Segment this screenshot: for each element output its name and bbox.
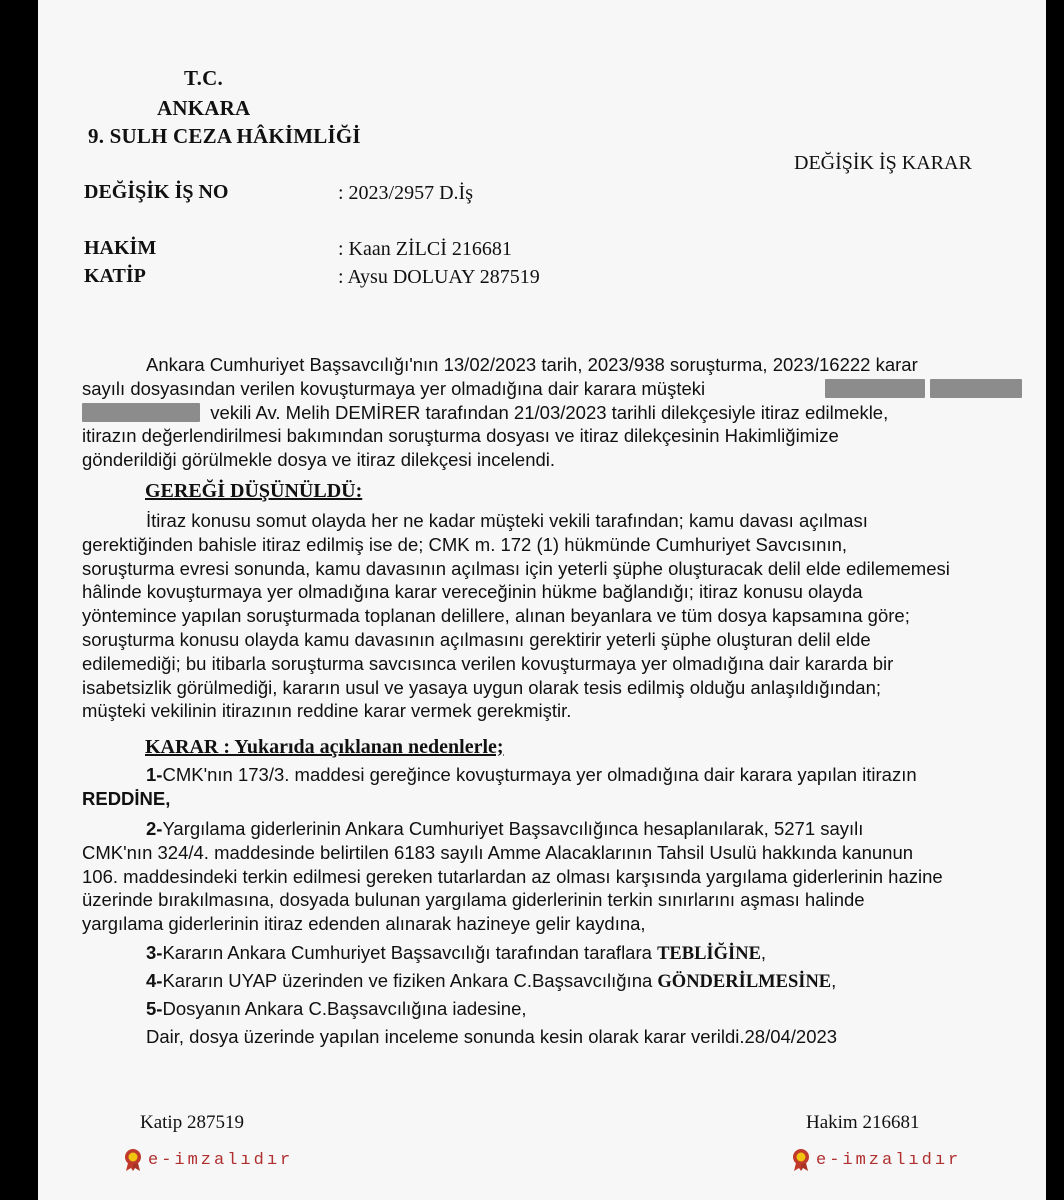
stamp-label: e-imzalıdır [816, 1150, 962, 1170]
item-text: Kararın UYAP üzerinden ve fiziken Ankara C.Başsavcılığına [162, 970, 653, 991]
item-number: 3- [146, 942, 163, 963]
judge-label: HAKİM [84, 237, 157, 259]
intro-line: Ankara Cumhuriyet Başsavcılığı'nın 13/02/2023 tarih, 2023/938 soruşturma, 2023/16222 karar [146, 354, 918, 375]
item-line: CMK'nın 324/4. maddesinde belirtilen 6183 sayılı Amme Alacaklarının Tahsil Usulü hakkında kanunun [82, 841, 914, 863]
item-tail: , [760, 942, 767, 963]
document-type: DEĞİŞİK İŞ KARAR [794, 152, 972, 174]
reasoning-line: gerektiğinden bahisle itiraz edilmiş ise de; CMK m. 172 (1) hükmünde Cumhuriyet Savcısının, [82, 533, 848, 555]
reasoning-line: hâlinde kovuşturmaya yer olmadığına karar vereceğinin hükme bağlandığı; itiraz konusu olayda [82, 581, 863, 603]
document-page [38, 0, 1046, 1200]
decision-item-5 [146, 997, 527, 1021]
intro-line: sayılı dosyasından verilen kovuşturmaya yer olmadığına dair karara müşteki [82, 377, 706, 399]
item-text: Kararın Ankara Cumhuriyet Başsavcılığı tarafından taraflara [162, 942, 652, 963]
item-text: CMK'nın 173/3. maddesi gereğince kovuşturmaya yer olmadığına dair karara yapılan itirazın [162, 764, 917, 785]
signature-judge: Hakim 216681 [806, 1112, 920, 1133]
item-bold-text: GÖNDERİLMESİNE [657, 972, 832, 992]
reasoning-line: soruşturma konusu olayda kamu davasının açılmasını gerektirir yeterli şüphe oluşturan delil elde [82, 628, 871, 650]
intro-line: gönderildiği görülmekle dosya ve itiraz dilekçesi incelendi. [82, 449, 556, 471]
decision-item-3 [146, 941, 766, 967]
intro-line-3 [82, 401, 1022, 425]
header-city: ANKARA [157, 96, 251, 120]
e-signature-stamp-judge [790, 1148, 961, 1172]
redaction-block [82, 403, 200, 422]
clerk-value: : Aysu DOLUAY 287519 [338, 266, 540, 288]
stamp-label: e-imzalıdır [148, 1150, 294, 1170]
seal-icon [790, 1148, 812, 1172]
signature-clerk: Katip 287519 [140, 1112, 244, 1133]
item-line: üzerinde bırakılmasına, dosyada bulunan yargılama giderlerinin terkin sınırlarını aşması halinde [82, 889, 865, 911]
header-tc: T.C. [184, 66, 223, 90]
intro-paragraph [82, 353, 1022, 472]
item-number: 2- [146, 818, 163, 839]
scan-edge-right [1046, 0, 1064, 1200]
header-court: 9. SULH CEZA HÂKİMLİĞİ [88, 124, 361, 148]
judge-value: : Kaan ZİLCİ 216681 [338, 238, 512, 260]
intro-line-2 [82, 377, 1022, 401]
reasoning-line: müşteki vekilinin itirazının reddine karar vermek gerekmiştir. [82, 700, 572, 722]
item-line [82, 817, 1022, 841]
reasoning-line: soruşturma evresi sonunda, kamu davasının açılması için yeterli şüphe oluşturacak delil elde edilememesi [82, 557, 950, 579]
seal-icon [122, 1148, 144, 1172]
section-heading: GEREĞİ DÜŞÜNÜLDÜ: [145, 480, 363, 502]
item-line: 106. maddesindeki terkin edilmesi gereken tutarlardan az olması karşısında yargılama giderlerinin hazine [82, 865, 943, 887]
item-number: 5- [146, 998, 163, 1019]
e-signature-stamp-clerk [122, 1148, 293, 1172]
item-tail: , [831, 970, 837, 991]
item-bold-text: REDDİNE, [82, 787, 171, 809]
item-text: Yargılama giderlerinin Ankara Cumhuriyet Başsavcılığınca hesaplanılarak, 5271 sayılı [162, 818, 864, 839]
redaction-block [825, 379, 925, 398]
reasoning-line: yöntemince yapılan soruşturmada toplanan delillere, alınan beyanlara ve tüm dosya kapsamına göre; [82, 605, 910, 627]
case-no-value: : 2023/2957 D.İş [338, 182, 473, 204]
reasoning-line: edilemediği; bu itibarla soruşturma savcısınca verilen kovuşturmaya yer olmadığına dair kararda bir [82, 652, 894, 674]
item-bold-text: TEBLİĞİNE [657, 944, 761, 964]
scan-edge-left [0, 0, 38, 1200]
item-number: 4- [146, 970, 163, 991]
case-no-label: DEĞİŞİK İŞ NO [84, 181, 229, 203]
item-line [82, 763, 1022, 787]
item-line: yargılama giderlerinin itiraz edenden alınarak hazineye gelir kaydına, [82, 913, 646, 935]
decision-item-2 [82, 817, 1022, 936]
item-number: 1- [146, 764, 163, 785]
decision-item-4 [146, 969, 836, 995]
decision-item-1 [82, 763, 1022, 811]
intro-line: vekili Av. Melih DEMİRER tarafından 21/03/2023 tarihli dilekçesiyle itiraz edilmekle, [210, 401, 889, 423]
closing-line: Dair, dosya üzerinde yapılan inceleme sonunda kesin olarak karar verildi.28/04/2023 [146, 1026, 838, 1047]
intro-line: itirazın değerlendirilmesi bakımından soruşturma dosyası ve itiraz dilekçesinin Hakimliğimize [82, 425, 839, 447]
clerk-label: KATİP [84, 265, 146, 287]
reasoning-line: İtiraz konusu somut olayda her ne kadar müşteki vekili tarafından; kamu davası açılması [146, 510, 868, 531]
reasoning-line: isabetsizlik görülmediği, kararın usul ve yasaya uygun olarak tesis edilmiş olduğu anlaşıldığından; [82, 676, 882, 698]
redaction-block [930, 379, 1022, 398]
redaction-group [825, 377, 1022, 401]
reasoning-paragraph [82, 509, 1022, 723]
decision-heading: KARAR : Yukarıda açıklanan nedenlerle; [145, 736, 504, 758]
item-text: Dosyanın Ankara C.Başsavcılığına iadesine, [162, 998, 527, 1019]
